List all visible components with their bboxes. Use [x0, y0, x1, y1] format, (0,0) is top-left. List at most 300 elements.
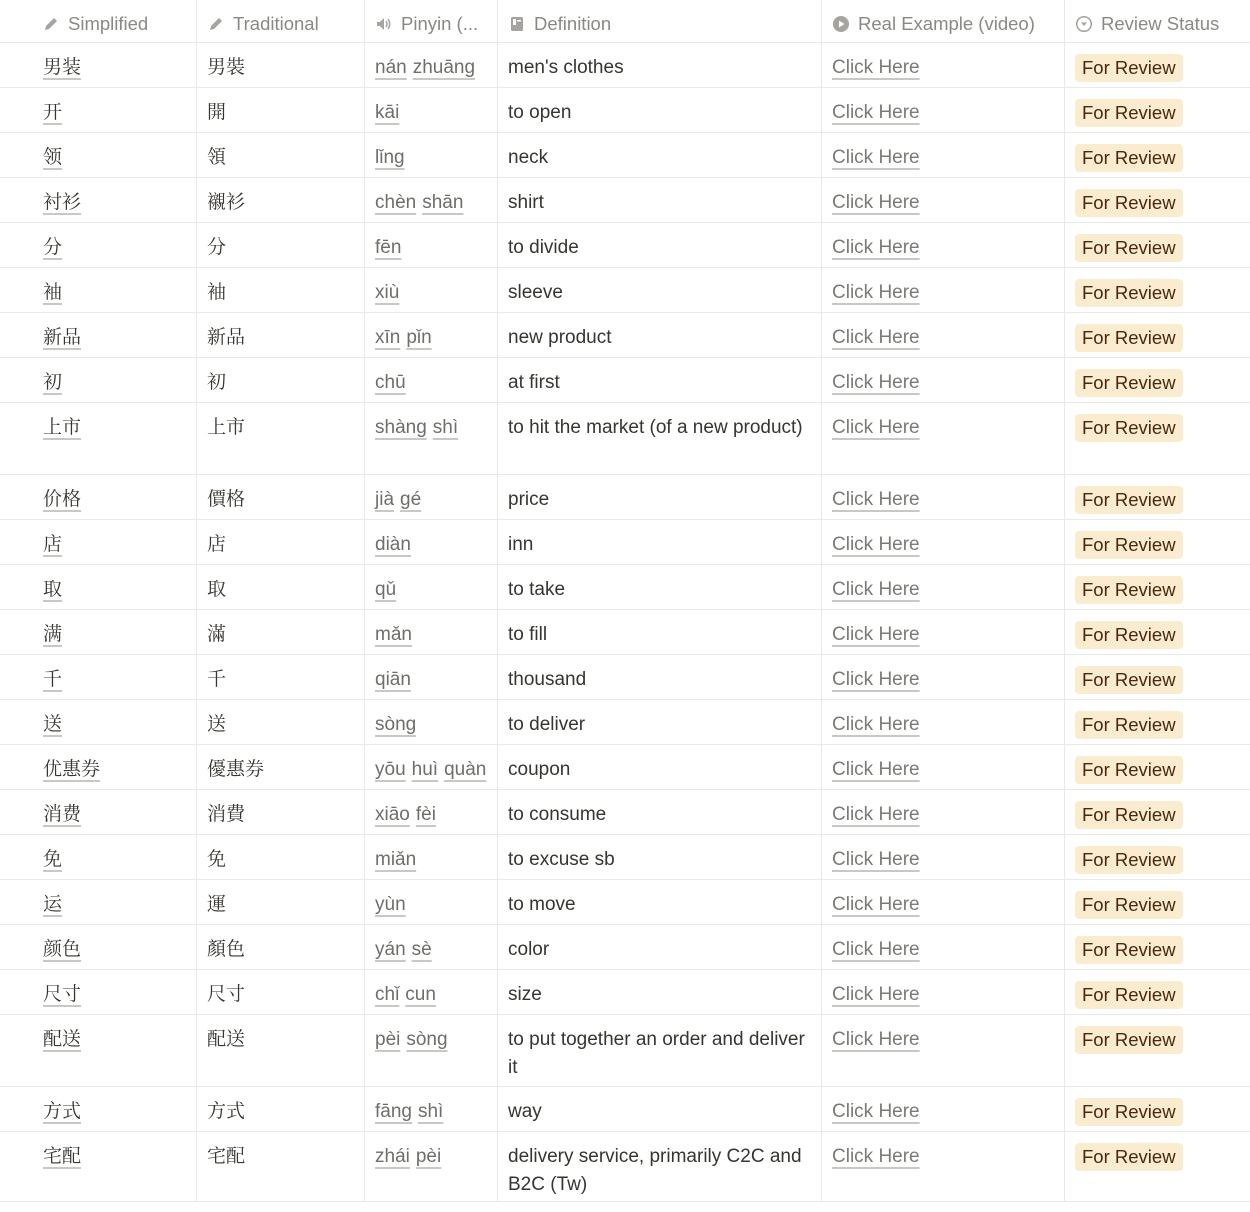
status-badge[interactable]: For Review	[1075, 234, 1183, 262]
cell-pinyin[interactable]	[365, 565, 498, 609]
pinyin-syllable[interactable]: lǐng	[375, 147, 405, 168]
cell-example[interactable]	[822, 925, 1065, 969]
table-row[interactable]	[0, 655, 1250, 700]
cell-status[interactable]	[1065, 313, 1250, 357]
cell-traditional[interactable]	[197, 403, 365, 474]
cell-traditional[interactable]	[197, 880, 365, 924]
example-link[interactable]: Click Here	[832, 579, 920, 600]
cell-pinyin[interactable]	[365, 655, 498, 699]
column-header-status[interactable]	[1065, 0, 1250, 42]
cell-example[interactable]	[822, 358, 1065, 402]
cell-definition[interactable]	[498, 790, 822, 834]
example-link[interactable]: Click Here	[832, 237, 920, 258]
cell-status[interactable]	[1065, 1015, 1250, 1086]
cell-example[interactable]	[822, 700, 1065, 744]
table-row[interactable]	[0, 1132, 1250, 1202]
cell-traditional[interactable]	[197, 133, 365, 177]
status-badge[interactable]: For Review	[1075, 756, 1183, 784]
pinyin-syllable[interactable]: chū	[375, 372, 406, 393]
cell-simplified[interactable]	[0, 358, 197, 402]
cell-example[interactable]	[822, 475, 1065, 519]
status-select-icon	[1075, 15, 1093, 33]
simplified-text: 分	[43, 237, 63, 258]
table-row[interactable]	[0, 178, 1250, 223]
definition-text: to fill	[508, 624, 548, 645]
status-badge[interactable]: For Review	[1075, 531, 1183, 559]
status-badge[interactable]: For Review	[1075, 414, 1183, 442]
pinyin-syllable[interactable]: shān	[422, 192, 464, 213]
pinyin-syllable[interactable]: fāng	[375, 1101, 412, 1122]
pinyin-syllable[interactable]: xiāo	[375, 804, 410, 825]
cell-traditional[interactable]	[197, 475, 365, 519]
cell-pinyin[interactable]	[365, 835, 498, 879]
cell-simplified[interactable]	[0, 223, 197, 267]
cell-example[interactable]	[822, 1015, 1065, 1086]
cell-status[interactable]	[1065, 880, 1250, 924]
pinyin-syllable[interactable]: quàn	[444, 759, 487, 780]
pinyin-syllable[interactable]: sè	[411, 939, 432, 960]
example-link[interactable]: Click Here	[832, 192, 920, 213]
pinyin-syllable[interactable]: diàn	[375, 534, 411, 555]
pinyin-syllable[interactable]: zhái	[375, 1146, 410, 1167]
cell-pinyin[interactable]	[365, 43, 498, 87]
example-link[interactable]: Click Here	[832, 1101, 920, 1122]
cell-example[interactable]	[822, 835, 1065, 879]
cell-simplified[interactable]	[0, 565, 197, 609]
column-header-pinyin[interactable]	[365, 0, 498, 42]
cell-traditional[interactable]	[197, 223, 365, 267]
cell-simplified[interactable]	[0, 835, 197, 879]
definition-text: to divide	[508, 237, 579, 258]
cell-definition[interactable]	[498, 358, 822, 402]
pinyin-syllable[interactable]: shì	[417, 1101, 444, 1122]
cell-definition[interactable]	[498, 610, 822, 654]
cell-pinyin[interactable]	[365, 178, 498, 222]
column-label: Simplified	[68, 13, 149, 34]
pinyin-syllable[interactable]: chèn	[375, 192, 417, 213]
table-row[interactable]	[0, 700, 1250, 745]
pinyin-syllable[interactable]: yōu	[375, 759, 406, 780]
cell-status[interactable]	[1065, 268, 1250, 312]
example-link[interactable]: Click Here	[832, 939, 920, 960]
cell-example[interactable]	[822, 268, 1065, 312]
cell-pinyin[interactable]	[365, 970, 498, 1014]
cell-status[interactable]	[1065, 1087, 1250, 1131]
status-badge[interactable]: For Review	[1075, 369, 1183, 397]
cell-status[interactable]	[1065, 403, 1250, 474]
cell-simplified[interactable]	[0, 313, 197, 357]
definition-text: size	[508, 984, 542, 1005]
cell-status[interactable]	[1065, 790, 1250, 834]
status-badge[interactable]: For Review	[1075, 891, 1183, 919]
pinyin-syllable[interactable]: chǐ	[375, 984, 400, 1005]
cell-status[interactable]	[1065, 178, 1250, 222]
speaker-icon	[375, 15, 393, 33]
pinyin-syllable[interactable]: sòng	[406, 1029, 448, 1050]
cell-pinyin[interactable]	[365, 790, 498, 834]
table-header	[0, 0, 1250, 43]
book-icon	[508, 15, 526, 33]
cell-example[interactable]	[822, 43, 1065, 87]
column-label: Real Example (video)	[858, 13, 1035, 34]
cell-status[interactable]	[1065, 970, 1250, 1014]
cell-definition[interactable]	[498, 475, 822, 519]
definition-text: sleeve	[508, 282, 563, 303]
cell-status[interactable]	[1065, 925, 1250, 969]
cell-simplified[interactable]	[0, 700, 197, 744]
simplified-text: 开	[43, 102, 63, 123]
cell-traditional[interactable]	[197, 835, 365, 879]
definition-text: way	[508, 1101, 542, 1122]
cell-simplified[interactable]	[0, 133, 197, 177]
cell-status[interactable]	[1065, 1132, 1250, 1201]
cell-status[interactable]	[1065, 700, 1250, 744]
column-header-simplified[interactable]	[0, 0, 197, 42]
cell-traditional[interactable]	[197, 745, 365, 789]
cell-definition[interactable]	[498, 970, 822, 1014]
example-link[interactable]: Click Here	[832, 57, 920, 78]
pinyin-syllable[interactable]: kāi	[375, 102, 400, 123]
cell-example[interactable]	[822, 1132, 1065, 1201]
cell-example[interactable]	[822, 178, 1065, 222]
cell-simplified[interactable]	[0, 970, 197, 1014]
table-row[interactable]	[0, 1087, 1250, 1132]
simplified-text: 方式	[43, 1101, 82, 1122]
cell-example[interactable]	[822, 133, 1065, 177]
cell-pinyin[interactable]	[365, 403, 498, 474]
cell-pinyin[interactable]	[365, 520, 498, 564]
traditional-text: 千	[207, 669, 227, 690]
example-link[interactable]: Click Here	[832, 669, 920, 690]
traditional-text: 滿	[207, 624, 227, 645]
pinyin-syllable[interactable]: xīn	[375, 327, 401, 348]
cell-status[interactable]	[1065, 655, 1250, 699]
cell-traditional[interactable]	[197, 700, 365, 744]
example-link[interactable]: Click Here	[832, 894, 920, 915]
cell-example[interactable]	[822, 565, 1065, 609]
traditional-text: 價格	[207, 489, 246, 510]
table-row[interactable]	[0, 88, 1250, 133]
status-badge[interactable]: For Review	[1075, 1143, 1183, 1171]
cell-definition[interactable]	[498, 880, 822, 924]
table-row[interactable]	[0, 43, 1250, 88]
cell-traditional[interactable]	[197, 178, 365, 222]
example-link[interactable]: Click Here	[832, 102, 920, 123]
cell-status[interactable]	[1065, 745, 1250, 789]
example-link[interactable]: Click Here	[832, 489, 920, 510]
pinyin-syllable[interactable]: fēn	[375, 237, 402, 258]
cell-traditional[interactable]	[197, 88, 365, 132]
status-badge[interactable]: For Review	[1075, 1026, 1183, 1054]
pinyin-syllable[interactable]: huì	[411, 759, 439, 780]
cell-simplified[interactable]	[0, 1015, 197, 1086]
cell-pinyin[interactable]	[365, 880, 498, 924]
cell-simplified[interactable]	[0, 925, 197, 969]
cell-example[interactable]	[822, 223, 1065, 267]
cell-pinyin[interactable]	[365, 1015, 498, 1086]
pinyin-syllable[interactable]: pǐn	[406, 327, 432, 348]
table-row[interactable]	[0, 925, 1250, 970]
pinyin-syllable[interactable]: fèi	[415, 804, 436, 825]
cell-example[interactable]	[822, 313, 1065, 357]
table-row[interactable]	[0, 358, 1250, 403]
cell-definition[interactable]	[498, 43, 822, 87]
status-badge[interactable]: For Review	[1075, 576, 1183, 604]
cell-traditional[interactable]	[197, 565, 365, 609]
cell-status[interactable]	[1065, 88, 1250, 132]
pinyin-syllable[interactable]: sòng	[375, 714, 417, 735]
cell-example[interactable]	[822, 745, 1065, 789]
cell-status[interactable]	[1065, 610, 1250, 654]
example-link[interactable]: Click Here	[832, 714, 920, 735]
cell-status[interactable]	[1065, 133, 1250, 177]
definition-text: men's clothes	[508, 57, 624, 78]
cell-traditional[interactable]	[197, 313, 365, 357]
status-badge[interactable]: For Review	[1075, 189, 1183, 217]
column-label: Review Status	[1101, 13, 1220, 34]
pinyin-syllable[interactable]: yùn	[375, 894, 406, 915]
status-badge[interactable]: For Review	[1075, 666, 1183, 694]
example-link[interactable]: Click Here	[832, 624, 920, 645]
pinyin-syllable[interactable]: nán	[375, 57, 407, 78]
pinyin-syllable[interactable]: miǎn	[375, 849, 417, 870]
pinyin-syllable[interactable]: pèi	[415, 1146, 442, 1167]
cell-definition[interactable]	[498, 565, 822, 609]
status-badge[interactable]: For Review	[1075, 621, 1183, 649]
cell-pinyin[interactable]	[365, 1087, 498, 1131]
definition-text: neck	[508, 147, 549, 168]
cell-definition[interactable]	[498, 88, 822, 132]
cell-example[interactable]	[822, 610, 1065, 654]
definition-text: to hit the market (of a new product)	[508, 417, 803, 438]
cell-example[interactable]	[822, 655, 1065, 699]
example-link[interactable]: Click Here	[832, 1146, 920, 1167]
cell-definition[interactable]	[498, 925, 822, 969]
cell-example[interactable]	[822, 1087, 1065, 1131]
table-row[interactable]	[0, 745, 1250, 790]
table-row[interactable]	[0, 313, 1250, 358]
cell-definition[interactable]	[498, 655, 822, 699]
cell-traditional[interactable]	[197, 43, 365, 87]
cell-simplified[interactable]	[0, 880, 197, 924]
cell-simplified[interactable]	[0, 268, 197, 312]
pinyin-syllable[interactable]: yán	[375, 939, 406, 960]
pencil-icon	[42, 15, 60, 33]
simplified-text: 初	[43, 372, 63, 393]
pinyin-syllable[interactable]: mǎn	[375, 624, 412, 645]
status-badge[interactable]: For Review	[1075, 324, 1183, 352]
table-row[interactable]	[0, 268, 1250, 313]
pinyin-syllable[interactable]: zhuāng	[412, 57, 476, 78]
cell-pinyin[interactable]	[365, 745, 498, 789]
table-row[interactable]	[0, 520, 1250, 565]
cell-definition[interactable]	[498, 520, 822, 564]
pinyin-syllable[interactable]: qǔ	[375, 579, 397, 600]
traditional-text: 免	[207, 849, 227, 870]
table-row[interactable]	[0, 475, 1250, 520]
simplified-text: 衬衫	[43, 192, 82, 213]
status-badge[interactable]: For Review	[1075, 981, 1183, 1009]
table-row[interactable]	[0, 133, 1250, 178]
example-link[interactable]: Click Here	[832, 282, 920, 303]
cell-definition[interactable]	[498, 313, 822, 357]
pinyin-syllable[interactable]: xiù	[375, 282, 400, 303]
simplified-text: 宅配	[43, 1146, 82, 1167]
example-link[interactable]: Click Here	[832, 804, 920, 825]
status-badge[interactable]: For Review	[1075, 486, 1183, 514]
table-row[interactable]	[0, 223, 1250, 268]
cell-pinyin[interactable]	[365, 1132, 498, 1201]
cell-traditional[interactable]	[197, 358, 365, 402]
status-badge[interactable]: For Review	[1075, 1098, 1183, 1126]
example-link[interactable]: Click Here	[832, 372, 920, 393]
status-badge[interactable]: For Review	[1075, 801, 1183, 829]
cell-definition[interactable]	[498, 178, 822, 222]
example-link[interactable]: Click Here	[832, 759, 920, 780]
cell-definition[interactable]	[498, 745, 822, 789]
pinyin-syllable[interactable]: shì	[432, 417, 459, 438]
cell-pinyin[interactable]	[365, 610, 498, 654]
definition-text: new product	[508, 327, 612, 348]
table-row[interactable]	[0, 790, 1250, 835]
cell-definition[interactable]	[498, 268, 822, 312]
cell-simplified[interactable]	[0, 43, 197, 87]
definition-text: to move	[508, 894, 576, 915]
cell-pinyin[interactable]	[365, 313, 498, 357]
simplified-text: 配送	[43, 1029, 82, 1050]
cell-simplified[interactable]	[0, 790, 197, 834]
cell-simplified[interactable]	[0, 1132, 197, 1201]
cell-example[interactable]	[822, 520, 1065, 564]
cell-simplified[interactable]	[0, 88, 197, 132]
table-row[interactable]	[0, 970, 1250, 1015]
cell-pinyin[interactable]	[365, 925, 498, 969]
cell-traditional[interactable]	[197, 790, 365, 834]
cell-simplified[interactable]	[0, 403, 197, 474]
pinyin-syllable[interactable]: shàng	[375, 417, 427, 438]
cell-simplified[interactable]	[0, 475, 197, 519]
cell-pinyin[interactable]	[365, 88, 498, 132]
status-badge[interactable]: For Review	[1075, 936, 1183, 964]
cell-example[interactable]	[822, 880, 1065, 924]
definition-text: to excuse sb	[508, 849, 615, 870]
traditional-text: 消費	[207, 804, 246, 825]
cell-pinyin[interactable]	[365, 268, 498, 312]
cell-pinyin[interactable]	[365, 133, 498, 177]
example-link[interactable]: Click Here	[832, 849, 920, 870]
cell-definition[interactable]	[498, 1087, 822, 1131]
cell-pinyin[interactable]	[365, 475, 498, 519]
simplified-text: 取	[43, 579, 63, 600]
simplified-text: 运	[43, 894, 63, 915]
cell-traditional[interactable]	[197, 610, 365, 654]
cell-traditional[interactable]	[197, 970, 365, 1014]
column-header-definition[interactable]	[498, 0, 822, 42]
cell-traditional[interactable]	[197, 1087, 365, 1131]
cell-definition[interactable]	[498, 133, 822, 177]
cell-traditional[interactable]	[197, 1015, 365, 1086]
definition-text: shirt	[508, 192, 544, 213]
traditional-text: 優惠券	[207, 759, 265, 780]
table-row[interactable]	[0, 1015, 1250, 1087]
example-link[interactable]: Click Here	[832, 327, 920, 348]
traditional-text: 襯衫	[207, 192, 246, 213]
example-link[interactable]: Click Here	[832, 534, 920, 555]
definition-text: to put together an order and deliver it	[508, 1029, 805, 1078]
cell-pinyin[interactable]	[365, 358, 498, 402]
cell-definition[interactable]	[498, 835, 822, 879]
column-header-traditional[interactable]	[197, 0, 365, 42]
cell-status[interactable]	[1065, 520, 1250, 564]
cell-traditional[interactable]	[197, 925, 365, 969]
column-header-example[interactable]	[822, 0, 1065, 42]
table-row[interactable]	[0, 565, 1250, 610]
table-row[interactable]	[0, 610, 1250, 655]
cell-traditional[interactable]	[197, 520, 365, 564]
cell-definition[interactable]	[498, 223, 822, 267]
cell-simplified[interactable]	[0, 745, 197, 789]
cell-pinyin[interactable]	[365, 700, 498, 744]
traditional-text: 宅配	[207, 1146, 246, 1167]
cell-example[interactable]	[822, 790, 1065, 834]
cell-definition[interactable]	[498, 1015, 822, 1086]
cell-status[interactable]	[1065, 475, 1250, 519]
pinyin-syllable[interactable]: qiān	[375, 669, 411, 690]
example-link[interactable]: Click Here	[832, 417, 920, 438]
cell-example[interactable]	[822, 88, 1065, 132]
table-row[interactable]	[0, 403, 1250, 475]
table-row[interactable]	[0, 880, 1250, 925]
example-link[interactable]: Click Here	[832, 984, 920, 1005]
cell-definition[interactable]	[498, 1132, 822, 1201]
cell-traditional[interactable]	[197, 268, 365, 312]
pinyin-syllable[interactable]: gé	[400, 489, 422, 510]
cell-example[interactable]	[822, 970, 1065, 1014]
cell-definition[interactable]	[498, 700, 822, 744]
cell-status[interactable]	[1065, 43, 1250, 87]
status-badge[interactable]: For Review	[1075, 846, 1183, 874]
table-row[interactable]	[0, 835, 1250, 880]
status-badge[interactable]: For Review	[1075, 144, 1183, 172]
cell-status[interactable]	[1065, 223, 1250, 267]
definition-text: inn	[508, 534, 534, 555]
cell-definition[interactable]	[498, 403, 822, 474]
cell-simplified[interactable]	[0, 655, 197, 699]
cell-simplified[interactable]	[0, 1087, 197, 1131]
status-badge[interactable]: For Review	[1075, 279, 1183, 307]
status-badge[interactable]: For Review	[1075, 99, 1183, 127]
example-link[interactable]: Click Here	[832, 147, 920, 168]
column-label: Definition	[534, 13, 612, 34]
cell-simplified[interactable]	[0, 520, 197, 564]
cell-status[interactable]	[1065, 358, 1250, 402]
cell-simplified[interactable]	[0, 610, 197, 654]
cell-example[interactable]	[822, 403, 1065, 474]
pinyin-syllable[interactable]: jià	[375, 489, 395, 510]
pinyin-syllable[interactable]: pèi	[375, 1029, 401, 1050]
status-badge[interactable]: For Review	[1075, 711, 1183, 739]
cell-traditional[interactable]	[197, 655, 365, 699]
definition-text: to open	[508, 102, 572, 123]
cell-status[interactable]	[1065, 565, 1250, 609]
cell-status[interactable]	[1065, 835, 1250, 879]
cell-pinyin[interactable]	[365, 223, 498, 267]
pinyin-syllable[interactable]: cun	[405, 984, 436, 1005]
cell-simplified[interactable]	[0, 178, 197, 222]
cell-traditional[interactable]	[197, 1132, 365, 1201]
status-badge[interactable]: For Review	[1075, 54, 1183, 82]
example-link[interactable]: Click Here	[832, 1029, 920, 1050]
